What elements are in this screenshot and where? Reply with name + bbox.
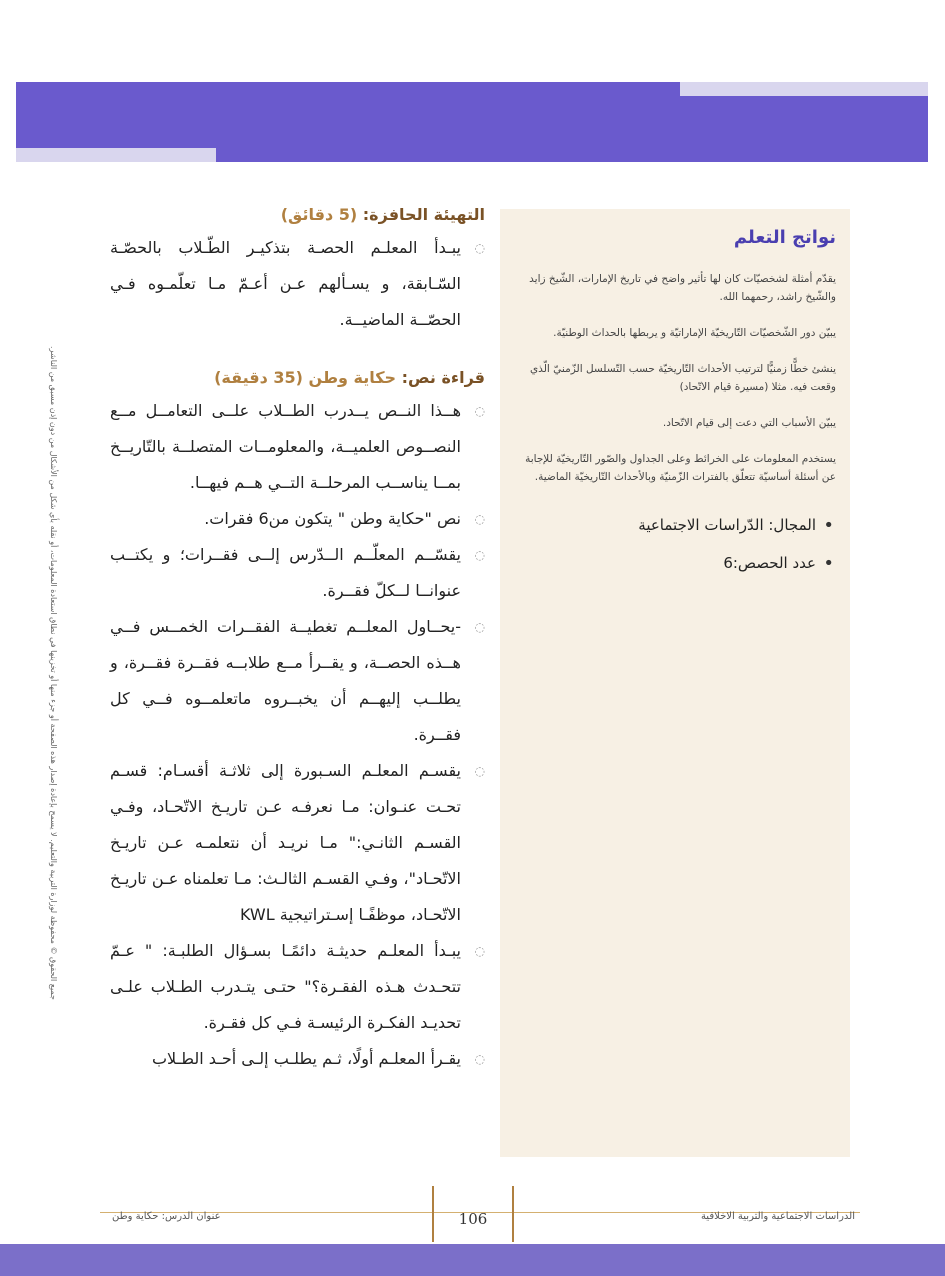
outcome-item: يقدّم أمثلة لشخصيّات كان لها تأثير واضح في تاريخ الإمارات، الشّيخ زايد والشّيخ راشد، رحمهما الله.	[529, 273, 836, 303]
outcome-item: ينشئ خطًّا زمنيًّا لترتيب الأحداث التّاريخيّة حسب التّسلسل الزّمنيّ الّذي وقعت فيه. مثلا (مسيرة قيام الاتّحاد)	[529, 363, 836, 393]
reading-paragraph: ◌ يبـدأ المعلـم حديثـة دائمًـا بسـؤال الطلبـة: " عـمّ تتحـدث هـذه الفقـرة؟" حتـى يتـدرب الطـلاب علـى تحديـد الفكـرة الرئيسـة فـي كل فقـرة.	[110, 933, 485, 1041]
lesson-meta-list	[514, 516, 836, 572]
learning-outcomes-box	[500, 209, 850, 1157]
outcome-item: يبيّن الأسباب التي دعت إلى قيام الاتّحاد.	[662, 417, 836, 429]
footer-lesson-title: عنوان الدرس: حكاية وطن	[112, 1211, 221, 1222]
bullet-icon: ◌	[474, 944, 485, 958]
reading-heading-title: حكاية وطن (35 دقيقة)	[214, 368, 397, 387]
bullet-icon: ◌	[474, 1052, 485, 1066]
reading-heading	[110, 368, 485, 387]
sessions-item: • عدد الحصص:6	[514, 554, 836, 572]
footer-subject: الدراسات الاجتماعية والتربية الاخلاقية	[700, 1211, 855, 1222]
warmup-heading	[110, 205, 485, 224]
reading-paragraph: ◌ يقسـم المعلـم السـبورة إلى ثلاثـة أقسـام: قسـم تحـت عنـوان: مـا نعرفـه عـن تاريـخ الاتّحـاد، وفـي القسـم الثانـي:" مـا نريـد أن نتعلمـه عـن تاريـخ الاتّحـاد"، وفـي القسـم الثالـث: مـا تعلمناه عـن تاريـخ الاتّحـاد، موظفًـا إسـتراتيجية KWL	[110, 753, 485, 933]
banner-accent-bottom	[16, 148, 216, 162]
reading-paragraph: ◌ -يحــاول المعلــم تغطيــة الفقــرات الخمــس فــي هــذه الحصــة، و يقــرأ مــع طلابــه فقــرة فقــرة، و يطلــب إليهــم أن يخبــروه ماتعلمــوه فــي كل فقــرة.	[110, 609, 485, 753]
bullet-icon: ◌	[474, 620, 485, 634]
copyright-note: جميع الحقوق © محفوظة لوزارة التربية والتعليم. لا يسمح بإعادة إصدار هذه الصفحة أو جزء منها أو تخزينها في نطاق استعادة المعلومات، أو نقله بأي شكل من الأشكال من دون إذن مسبق من الناشر.	[49, 346, 58, 1000]
warmup-heading-time: (5 دقائق)	[280, 205, 358, 224]
reading-paragraph: ◌ نص "حكاية وطن " يتكون من6 فقرات.	[110, 501, 485, 537]
reading-paragraph: ◌ يقسّــم المعلّــم الــدّرس إلــى فقــرات؛ و يكتــب عنوانــا لــكلّ فقــرة.	[110, 537, 485, 609]
reading-paragraph: ◌ هــذا النــص يــدرب الطــلاب علــى التعامــل مــع النصــوص العلميــة، والمعلومــات المتصلــة بالتّاريــخ بمــا يناســب المرحلــة التــي هــم فيهــا.	[110, 393, 485, 501]
outcomes-title: نواتج التعلم	[733, 227, 836, 248]
banner-accent-top	[680, 82, 928, 96]
bottom-band	[0, 1244, 945, 1276]
bullet-icon: ◌	[474, 764, 485, 778]
bullet-icon: ◌	[474, 548, 485, 562]
bullet-icon: ◌	[474, 512, 485, 526]
bullet-icon: ◌	[474, 404, 485, 418]
warmup-paragraph: ◌ يبـدأ المعلـم الحصـة بتذكيـر الطّـلاب بالحصّـة السّـابقة، و يسـألهم عـن أعـمّ مـا تعلّمـوه فـي الحصّــة الماضيــة.	[110, 230, 485, 338]
warmup-heading-label: التهيئة الحافزة:	[362, 205, 485, 224]
outcome-item: يستخدم المعلومات على الخرائط وعلى الجداول والصّور التّاريخيّة للإجابة عن أسئلة أساسيّة تتعلّق بالفترات الزّمنيّة وبالأحداث التّاريخيّة الماضية.	[525, 453, 836, 483]
main-content	[110, 205, 485, 1077]
reading-paragraph: ◌ يقـرأ المعلـم أولًا، ثـم يطلـب إلـى أحـد الطـلاب	[110, 1041, 485, 1077]
domain-item: • المجال: الدّراسات الاجتماعية	[514, 516, 836, 534]
page-number: 106	[458, 1210, 488, 1228]
reading-heading-label: قراءة نص:	[401, 368, 485, 387]
outcome-item: يبيّن دور الشّخصيّات التّاريخيّة الإماراتيّة و يربطها بالحداث الوطنيّة.	[553, 327, 836, 339]
bullet-icon: ◌	[474, 241, 485, 255]
